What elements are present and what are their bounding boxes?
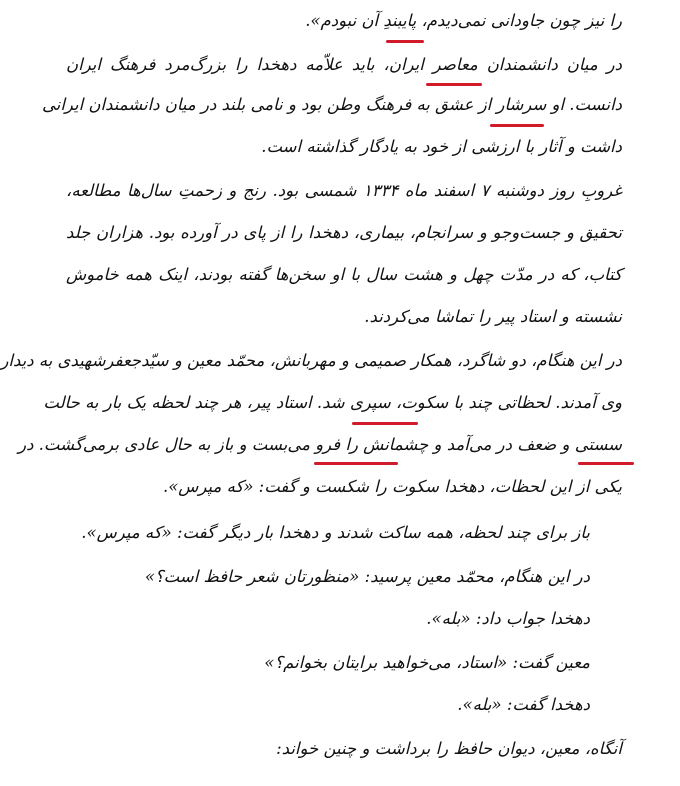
text-line: وی آمدند. لحظاتی چند با سکوت، سپری شد. استاد پیر، هر چند لحظه یک بار به حالت <box>43 393 622 412</box>
text-line: در میان دانشمندان معاصر ایران، باید علاّمه دهخدا را بزرگ‌مرد فرهنگ ایران <box>66 55 622 74</box>
underline-sarshar <box>490 124 544 127</box>
text-line: آنگاه، معین، دیوان حافظ را برداشت و چنین خواند: <box>276 739 622 758</box>
underline-moaser <box>426 83 482 86</box>
book-page <box>2 0 680 786</box>
underline-foru-mibast <box>314 462 398 465</box>
text-line: در این هنگام، محمّد معین پرسید: «منظورتان شعر حافظ است؟» <box>144 567 590 586</box>
text-line: داشت و آثار با ارزشی از خود به یادگار گذاشته است. <box>261 137 622 156</box>
text-line: دهخدا گفت: «بله». <box>457 695 590 714</box>
text-line: تحقیق و جست‌وجو و سرانجام، بیماری، دهخدا را از پای در آورده بود. هزاران جلد <box>66 223 622 242</box>
text-line: را نیز چون جاودانی نمی‌دیدم، پایبندِ آن نبودم». <box>305 11 622 30</box>
underline-sosti <box>578 462 634 465</box>
underline-payband <box>386 40 424 43</box>
text-line: سستی و ضعف در می‌آمد و چشمانش را فرو می‌بست و باز به حال عادی برمی‌گشت. در <box>18 435 622 454</box>
text-line: نشسته و استاد پیر را تماشا می‌کردند. <box>364 307 622 326</box>
text-line: غروبِ روز دوشنبه ۷ اسفند ماه ۱۳۳۴ شمسی بود. رنج و زحمتِ سال‌ها مطالعه، <box>66 181 622 200</box>
underline-separi <box>352 422 418 425</box>
text-line: یکی از این لحظات، دهخدا سکوت را شکست و گفت: «که مپرس». <box>162 477 622 496</box>
text-line: دهخدا جواب داد: «بله». <box>426 609 590 628</box>
text-line: دانست. او سرشار از عشق به فرهنگ وطن بود و نامی بلند در میان دانشمندان ایرانی <box>41 95 622 114</box>
text-line: در این هنگام، دو شاگرد، همکار صمیمی و مهربانش، محمّد معین و سیّدجعفرشهیدی به دیدار <box>0 351 622 370</box>
text-line: معین گفت: «استاد، می‌خواهید برایتان بخوانم؟» <box>264 653 590 672</box>
text-line: کتاب، که در مدّت چهل و هشت سال با او سخن‌ها گفته بودند، اینک همه خاموش <box>66 265 622 284</box>
text-line: باز برای چند لحظه، همه ساکت شدند و دهخدا بار دیگر گفت: «که مپرس». <box>81 523 590 542</box>
